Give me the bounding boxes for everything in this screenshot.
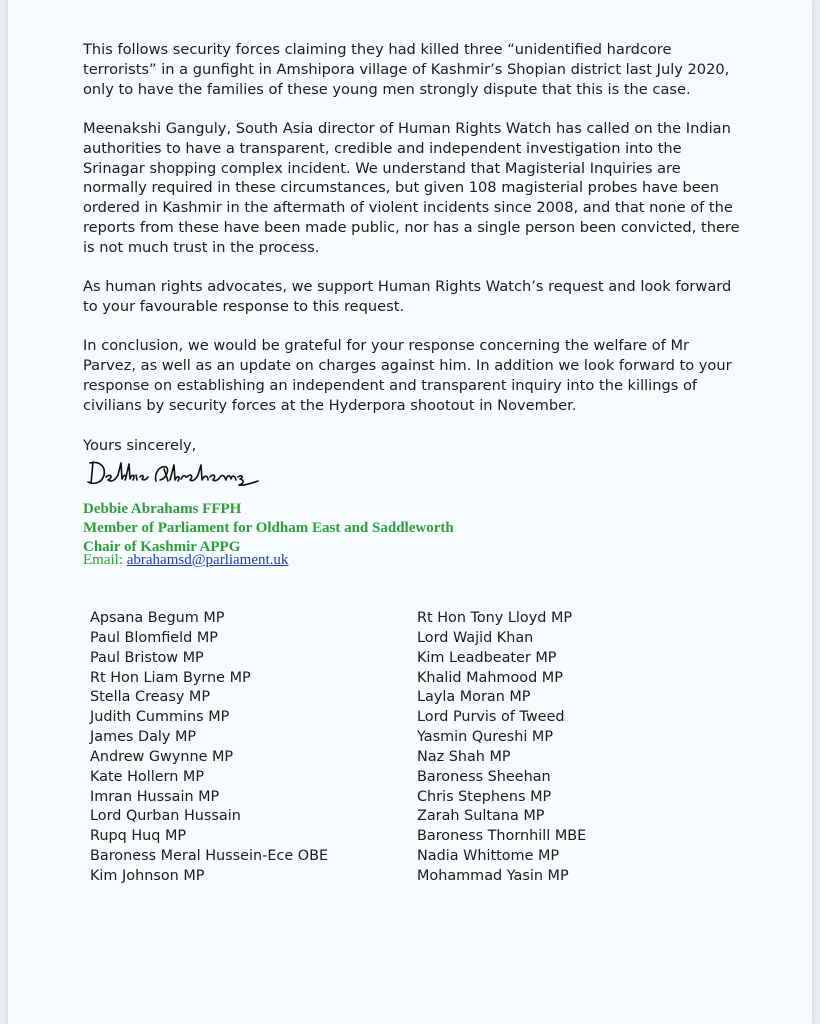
cosignatory-name: James Daly MP — [90, 729, 197, 746]
email-label: Email: — [83, 552, 127, 568]
cosignatory-name: Judith Cummins MP — [90, 709, 230, 726]
letter-page — [8, 0, 812, 1024]
letter-body — [83, 40, 743, 475]
cosignatory-name: Paul Bristow MP — [90, 649, 204, 666]
paragraph-1: This follows security forces claiming they had killed three “unidentified hardcore terrorists” in a gunfight in Amshipora village of Kashmir’s Shopian district last July 2020, only to have the families of these young men strongly dispute that this is the case. — [83, 41, 730, 98]
cosignatory-name: Nadia Whittome MP — [417, 848, 560, 865]
email-line — [83, 552, 288, 569]
cosignatory-name: Baroness Sheehan — [417, 768, 551, 785]
cosignatories-left-column — [90, 609, 410, 887]
handwritten-signature — [84, 455, 264, 495]
signature-block — [83, 500, 454, 557]
cosignatory-name: Kim Johnson MP — [90, 867, 205, 884]
cosignatory-name: Kate Hollern MP — [90, 768, 205, 785]
cosignatory-name: Naz Shah MP — [417, 748, 511, 765]
cosignatory-name: Imran Hussain MP — [90, 788, 220, 805]
cosignatory-name: Chris Stephens MP — [417, 788, 552, 805]
cosignatory-name: Lord Purvis of Tweed — [417, 709, 565, 726]
cosignatory-name: Baroness Meral Hussein-Ece OBE — [90, 848, 329, 865]
cosignatories-right-column — [417, 609, 737, 887]
cosignatory-name: Andrew Gwynne MP — [90, 748, 234, 765]
cosignatory-name: Baroness Thornhill MBE — [417, 828, 587, 845]
cosignatory-name: Rt Hon Liam Byrne MP — [90, 669, 251, 686]
cosignatory-name: Rt Hon Tony Lloyd MP — [417, 610, 573, 626]
paragraph-2: Meenakshi Ganguly, South Asia director of Human Rights Watch has called on the Indian authorities to have a transparent, credible and independent investigation into the Srinagar shopping complex incident. We understand that Magisterial Inquiries are normally required in these circumstances, but given 108 magisterial probes have been ordered in Kashmir in the aftermath of violent incidents since 2008, and that none of the reports from these have been made public, nor has a single person been convicted, there is not much trust in the process. — [83, 119, 740, 256]
cosignatory-name: Lord Wajid Khan — [417, 629, 534, 646]
paragraph-4: In conclusion, we would be grateful for your response concerning the welfare of Mr Parvez, as well as an update on charges against him. In addition we look forward to your response on establishing an independent and transparent inquiry into the killings of civilians by security forces at the Hyderpora shootout in November. — [83, 337, 732, 414]
cosignatory-name: Zarah Sultana MP — [417, 808, 545, 825]
cosignatory-name: Apsana Begum MP — [90, 610, 225, 626]
closing-salutation: Yours sincerely, — [83, 436, 197, 454]
signatory-chair: Chair of Kashmir APPG — [83, 539, 241, 555]
cosignatory-name: Rupq Huq MP — [90, 828, 187, 845]
cosignatory-name: Layla Moran MP — [417, 689, 531, 706]
signatory-role: Member of Parliament for Oldham East and Saddleworth — [83, 520, 454, 536]
cosignatory-name: Yasmin Qureshi MP — [417, 729, 554, 746]
cosignatory-name: Lord Qurban Hussain — [90, 808, 241, 825]
cosignatory-name: Khalid Mahmood MP — [417, 669, 563, 686]
cosignatory-name: Kim Leadbeater MP — [417, 649, 557, 666]
paragraph-3: As human rights advocates, we support Human Rights Watch’s request and look forward to your favourable response to this request. — [83, 278, 732, 315]
signatory-name: Debbie Abrahams FFPH — [83, 501, 242, 517]
email-link[interactable]: abrahamsd@parliament.uk — [126, 552, 289, 568]
cosignatory-name: Paul Blomfield MP — [90, 629, 218, 646]
cosignatory-name: Mohammad Yasin MP — [417, 867, 569, 884]
cosignatory-name: Stella Creasy MP — [90, 689, 211, 706]
